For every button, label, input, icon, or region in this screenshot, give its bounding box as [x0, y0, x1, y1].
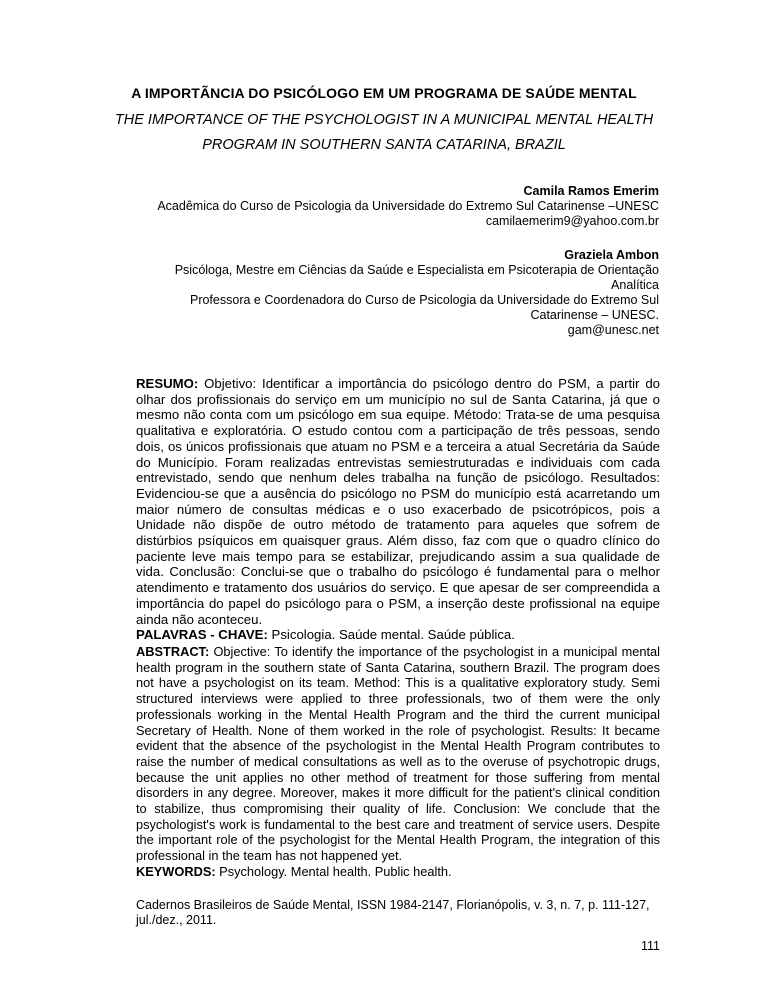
- resumo-paragraph: [136, 376, 660, 627]
- resumo-text: Objetivo: Identificar a importância do psicólogo dentro do PSM, a partir do olhar dos profissionais do serviço em um município no sul de Santa Catarina, já que o mesmo não conta com um psicólogo em sua equipe. Método: Trata-se de uma pesquisa qualitativa e exploratória. O estudo contou com a participação de três pessoas, sendo dois, os únicos profissionais que atuam no PSM e a terceira a atual Secretária da Saúde do Município. Foram realizadas entrevistas semiestruturadas e individuais com cada entrevistado, sendo que nenhum deles trabalha na função de psicólogo. Resultados: Evidenciou-se que a ausência do psicólogo no PSM do município está acarretando um maior número de consultas médicas e o uso exacerbado de psicotrópicos, pois a Unidade não dispõe de outro método de tratamento para aqueles que sofrem de distúrbios psíquicos em quaisquer graus. Além disso, faz com que o quadro clínico do paciente leve mais tempo para se estabilizar, prejudicando assim a sua qualidade de vida. Conclusão: Conclui-se que o trabalho do psicólogo é fundamental para o melhor atendimento e tratamento dos usuários do serviço. E que apesar de ser compreendida a importância do papel do psicólogo para o PSM, a inserção deste profissional na equipe ainda não aconteceu.: [136, 376, 660, 627]
- palavras-chave-paragraph: [136, 627, 660, 643]
- author-email: gam@unesc.net: [567, 323, 659, 337]
- page-number: 111: [640, 939, 660, 953]
- author-affiliation: Analítica: [611, 278, 659, 292]
- palavras-chave-label: PALAVRAS - CHAVE:: [136, 627, 268, 643]
- author-name: Graziela Ambon: [564, 248, 659, 262]
- paper-title: A IMPORTÃNCIA DO PSICÓLOGO EM UM PROGRAMA DE SAÚDE MENTAL: [131, 85, 637, 101]
- author-affiliation: Acadêmica do Curso de Psicologia da Universidade do Extremo Sul Catarinense –UNESC: [157, 199, 659, 213]
- author-block-1: [140, 184, 659, 229]
- abstract-label: ABSTRACT:: [136, 644, 210, 659]
- keywords-text: Psychology. Mental health. Public health.: [215, 863, 452, 879]
- palavras-chave-text: Psicologia. Saúde mental. Saúde pública.: [267, 627, 515, 643]
- author-name: Camila Ramos Emerim: [523, 184, 659, 198]
- abstract-text: Objective: To identify the importance of the psychologist in a municipal mental health program in the southern state of Santa Catarina, southern Brazil. The program does not have a psychologist on its team. Method: This is a qualitative exploratory study. Semi structured interviews were applied to three professionals, two of them were the only professionals working in the Mental Health Program and the third the current municipal Secretary of Health. None of them worked in the role of psychologist. Results: It became evident that the absence of the psychologist in the Mental Health Program contributes to raise the number of medical consultations as well as to the overuse of psychotropic drugs, because the unit applies no other method of treatment for those suffering from mental disorders in any degree. Moreover, makes it more difficult for the patient's clinical condition to stabilize, thus compromising their quality of life. Conclusion: We conclude that the psychologist's work is fundamental to the best care and treatment of service users. Despite the important role of the psychologist for the Mental Health Program, the integration of this professional in the team has not happened yet.: [136, 644, 660, 864]
- abstract-paragraph: [136, 644, 660, 864]
- author-affiliation: Catarinense – UNESC.: [530, 308, 659, 322]
- abstract-section: [136, 644, 660, 880]
- author-block-2: [140, 248, 659, 338]
- resumo-section: [136, 376, 660, 643]
- resumo-label: RESUMO:: [136, 376, 199, 391]
- author-affiliation: Psicóloga, Mestre em Ciências da Saúde e Especialista em Psicoterapia de Orientação: [174, 263, 659, 277]
- journal-citation-footer: Cadernos Brasileiros de Saúde Mental, ISSN 1984-2147, Florianópolis, v. 3, n. 7, p. 111-127, jul./dez., 2011.: [136, 898, 650, 927]
- keywords-label: KEYWORDS:: [136, 863, 216, 879]
- author-email: camilaemerim9@yahoo.com.br: [485, 214, 659, 228]
- paper-subtitle-english: THE IMPORTANCE OF THE PSYCHOLOGIST IN A MUNICIPAL MENTAL HEALTH PROGRAM IN SOUTHERN SANTA CATARINA, BRAZIL: [114, 112, 654, 153]
- keywords-paragraph: [136, 864, 660, 880]
- author-affiliation: Professora e Coordenadora do Curso de Psicologia da Universidade do Extremo Sul: [189, 293, 659, 307]
